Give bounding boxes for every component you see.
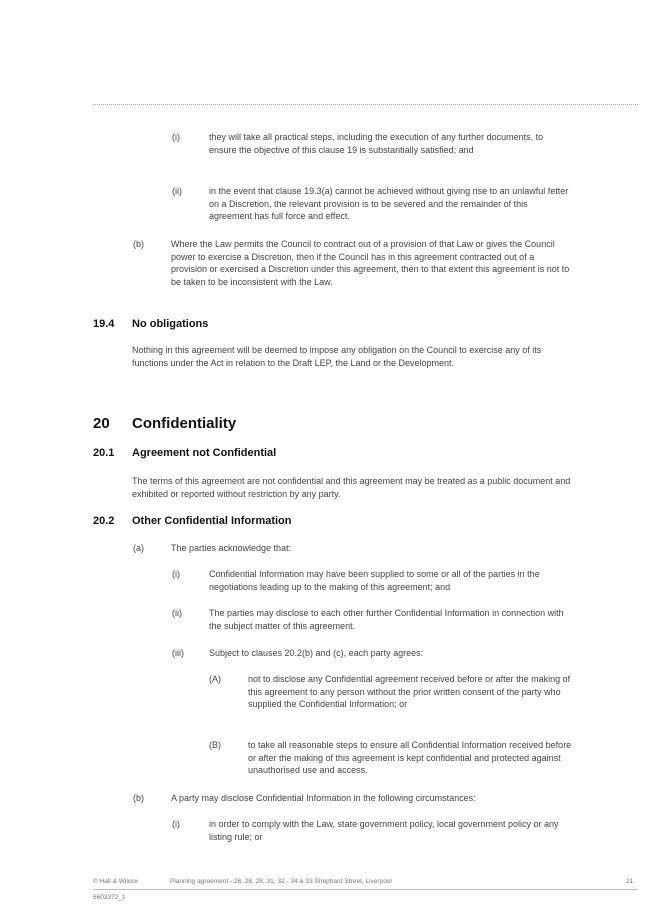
- section-heading: Other Confidential Information: [132, 515, 292, 527]
- paragraph: in the event that clause 19.3(a) cannot be achieved without giving rise to an unlawful fetter on a Discretion, the relevant provision is to be severed and the remainder of this agreement has full force and effect.: [209, 186, 569, 222]
- paragraph: to take all reasonable steps to ensure all Confidential Information received before or after the making of this agreement is kept confidential and protected against unauthorised use and access.: [248, 740, 572, 776]
- list-marker: (i): [172, 132, 180, 142]
- paragraph: not to disclose any Confidential agreement received before or after the making of this agreement to any person without the prior written consent of the party who supplied the Confidential Information; or: [248, 674, 571, 710]
- list-marker: (A): [209, 674, 221, 684]
- chapter-number: 20: [93, 415, 110, 432]
- list-marker: (i): [172, 569, 180, 579]
- list-marker: (B): [209, 740, 221, 750]
- paragraph: The parties acknowledge that:: [171, 543, 292, 553]
- document-reference: 6603372_1: [93, 894, 126, 901]
- page-number: 21: [626, 878, 634, 885]
- list-marker: (i): [172, 819, 180, 829]
- footer-firm: © Hall & Wilcox: [93, 878, 138, 885]
- list-marker: (b): [133, 793, 144, 803]
- list-marker: (a): [133, 543, 144, 553]
- header-rule: [93, 104, 638, 105]
- paragraph: A party may disclose Confidential Information in the following circumstances:: [171, 793, 476, 803]
- section-number: 19.4: [93, 318, 115, 330]
- list-marker: (ii): [172, 608, 182, 618]
- paragraph: Subject to clauses 20.2(b) and (c), each party agrees:: [209, 648, 424, 658]
- paragraph: in order to comply with the Law, state government policy, local government policy or any listing rule; or: [209, 819, 559, 842]
- list-marker: (iii): [172, 648, 184, 658]
- section-heading: Agreement not Confidential: [132, 447, 277, 459]
- section-number: 20.2: [93, 515, 115, 527]
- chapter-heading: Confidentiality: [132, 415, 237, 432]
- paragraph: they will take all practical steps, including the execution of any further documents, to ensure the objective of this clause 19 is substantially satisfied; and: [209, 132, 544, 155]
- section-heading: No obligations: [132, 318, 209, 330]
- paragraph: Nothing in this agreement will be deemed to impose any obligation on the Council to exercise any of its functions under the Act in relation to the Draft LEP, the Land or the Development.: [132, 345, 542, 368]
- footer-document-title: Planning agreement - 26, 28, 28, 31, 32 - 34 & 33 Shephard Street, Liverpool: [170, 878, 392, 885]
- list-marker: (ii): [172, 186, 182, 196]
- paragraph: Confidential Information may have been supplied to some or all of the parties in the negotiations leading up to the making of this agreement; and: [209, 569, 540, 592]
- section-number: 20.1: [93, 447, 115, 459]
- footer-rule: [93, 889, 638, 890]
- paragraph: Where the Law permits the Council to contract out of a provision of that Law or gives the Council power to exercise a Discretion, then if the Council has in this agreement contracted out of a provision or exercised a Discretion under this agreement, then to that extent this agreement is not to be taken to be inconsistent with the Law.: [171, 239, 570, 287]
- list-marker: (b): [133, 239, 144, 249]
- paragraph: The parties may disclose to each other further Confidential Information in connection with the subject matter of this agreement.: [209, 608, 564, 631]
- paragraph: The terms of this agreement are not confidential and this agreement may be treated as a public document and exhibited or reported without restriction by any party.: [132, 476, 571, 499]
